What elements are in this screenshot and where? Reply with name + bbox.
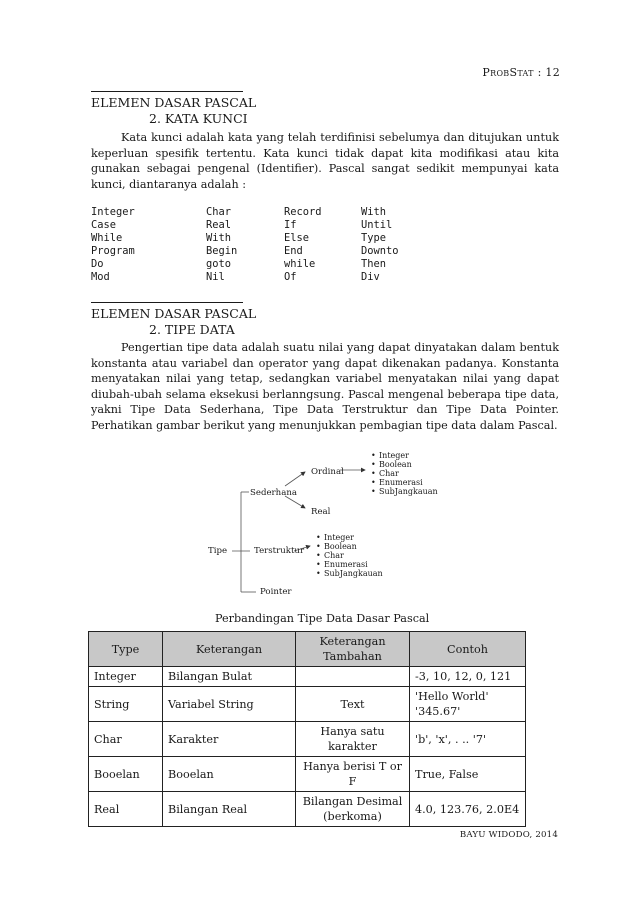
table-cell: -3, 10, 12, 0, 121 [410, 667, 526, 687]
table-cell: Hanya berisi T or F [296, 757, 410, 792]
diagram-node-terstruktur: Terstruktur [254, 546, 305, 556]
keyword-table [91, 206, 399, 285]
section1-title [91, 95, 256, 127]
table-cell: Bilangan Bulat [163, 667, 296, 687]
keyword-cell: If [284, 219, 297, 232]
header-contoh: Contoh [410, 632, 526, 667]
keyword-row [91, 232, 399, 245]
keyword-cell: Program [91, 245, 135, 258]
table-header-row [89, 632, 526, 667]
diagram-list-item: • Enumerasi [316, 561, 383, 570]
diagram-list-item: • SubJangkauan [316, 570, 383, 579]
table-cell: 4.0, 123.76, 2.0E4 [410, 792, 526, 827]
diagram-node-ordinal: Ordinal [311, 467, 344, 477]
table-cell: 'b', 'x', . .. '7' [410, 722, 526, 757]
diagram-list-item: • Char [316, 552, 383, 561]
table-cell: Booelan [89, 757, 163, 792]
keyword-row [91, 219, 399, 232]
table-cell: Variabel String [163, 687, 296, 722]
section2-rule [91, 302, 243, 303]
keyword-cell: Div [361, 271, 380, 284]
keyword-cell: Mod [91, 271, 110, 284]
keyword-cell: while [284, 258, 316, 271]
section1-title-line1: ELEMEN DASAR PASCAL [91, 95, 257, 110]
table-row [89, 687, 526, 722]
diagram-list-item: • Char [371, 470, 438, 479]
table-cell: Booelan [163, 757, 296, 792]
header-keterangan-tambahan: Keterangan Tambahan [296, 632, 410, 667]
keyword-row [91, 206, 399, 219]
keyword-cell: Nil [206, 271, 225, 284]
table-row [89, 792, 526, 827]
section2-title-line2: 2. TIPE DATA [149, 322, 235, 337]
table-cell: Karakter [163, 722, 296, 757]
keyword-cell: With [361, 206, 387, 218]
diagram-node-pointer: Pointer [260, 587, 292, 597]
footer-author: BAYU WIDODO, 2014 [459, 830, 558, 840]
keyword-cell: Of [284, 271, 297, 284]
section2-title [91, 306, 256, 338]
keyword-cell: Real [206, 219, 232, 232]
keyword-cell: Begin [206, 245, 238, 258]
header-keterangan: Keterangan [163, 632, 296, 667]
table-cell [296, 667, 410, 687]
table-row [89, 667, 526, 687]
table-row [89, 722, 526, 757]
diagram-node-real: Real [311, 507, 331, 517]
running-head: ProbStat : 12 [482, 66, 560, 79]
diagram-node-tipe: Tipe [208, 546, 228, 556]
diagram-list-item: • Integer [316, 534, 383, 543]
table-cell: Char [89, 722, 163, 757]
section1-paragraph: Kata kunci adalah kata yang telah terdifinisi sebelumya dan ditujukan untuk keperluan spesifik tertentu. Kata kunci tidak dapat kita modifikasi atau kita gunakan sebagai pengenal (Identifier). Pascal sangat sedikit mempunyai kata kunci, diantaranya adalah : [91, 131, 559, 191]
keyword-cell: Integer [91, 206, 135, 218]
diagram-node-sederhana: Sederhana [250, 488, 297, 498]
keyword-cell: Record [284, 206, 322, 218]
section2-title-line1: ELEMEN DASAR PASCAL [91, 306, 257, 321]
section1-rule [91, 91, 243, 92]
diagram-list-item: • Boolean [371, 461, 438, 470]
header-type: Type [89, 632, 163, 667]
diagram-list-item: • Enumerasi [371, 479, 438, 488]
keyword-cell: Downto [361, 245, 399, 258]
section2-paragraph: Pengertian tipe data adalah suatu nilai yang dapat dinyatakan dalam bentuk konstanta atau variabel dan operator yang dapat dikenakan padanya. Konstanta menyatakan nilai yang tetap, sedangkan variabel menyatakan nilai yang dapat diubah-ubah selama eksekusi berlanngsung. Pascal mengenal beberapa tipe data, yakni Tipe Data Sederhana, Tipe Data Terstruktur dan Tipe Data Pointer. Perhatikan gambar berikut yang menunjukkan pembagian tipe data dalam Pascal. [91, 341, 559, 432]
table-cell: Integer [89, 667, 163, 687]
keyword-row [91, 245, 399, 258]
comparison-table [88, 631, 526, 827]
table-row [89, 757, 526, 792]
keyword-cell: While [91, 232, 123, 245]
diagram-list-item: • Boolean [316, 543, 383, 552]
diagram-list-item: • SubJangkauan [371, 488, 438, 497]
keyword-cell: goto [206, 258, 232, 271]
table-cell: True, False [410, 757, 526, 792]
keyword-cell: Do [91, 258, 104, 271]
keyword-cell: Case [91, 219, 117, 232]
keyword-cell: Type [361, 232, 387, 245]
table-cell: Bilangan Real [163, 792, 296, 827]
ordinal-items-list [371, 452, 438, 497]
table-cell: Bilangan Desimal (berkoma) [296, 792, 410, 827]
table-caption: Perbandingan Tipe Data Dasar Pascal [215, 612, 430, 625]
keyword-cell: End [284, 245, 303, 258]
terstruktur-items-list [316, 534, 383, 579]
keyword-cell: Until [361, 219, 393, 232]
keyword-cell: Else [284, 232, 310, 245]
diagram-list-item: • Integer [371, 452, 438, 461]
section1-title-line2: 2. KATA KUNCI [149, 111, 248, 126]
keyword-cell: With [206, 232, 232, 245]
table-cell: String [89, 687, 163, 722]
table-cell: Text [296, 687, 410, 722]
keyword-cell: Then [361, 258, 387, 271]
keyword-row [91, 258, 399, 271]
keyword-cell: Char [206, 206, 232, 218]
table-cell: Real [89, 792, 163, 827]
table-cell: Hanya satu karakter [296, 722, 410, 757]
keyword-row [91, 271, 399, 284]
table-cell: 'Hello World' '345.67' [410, 687, 526, 722]
